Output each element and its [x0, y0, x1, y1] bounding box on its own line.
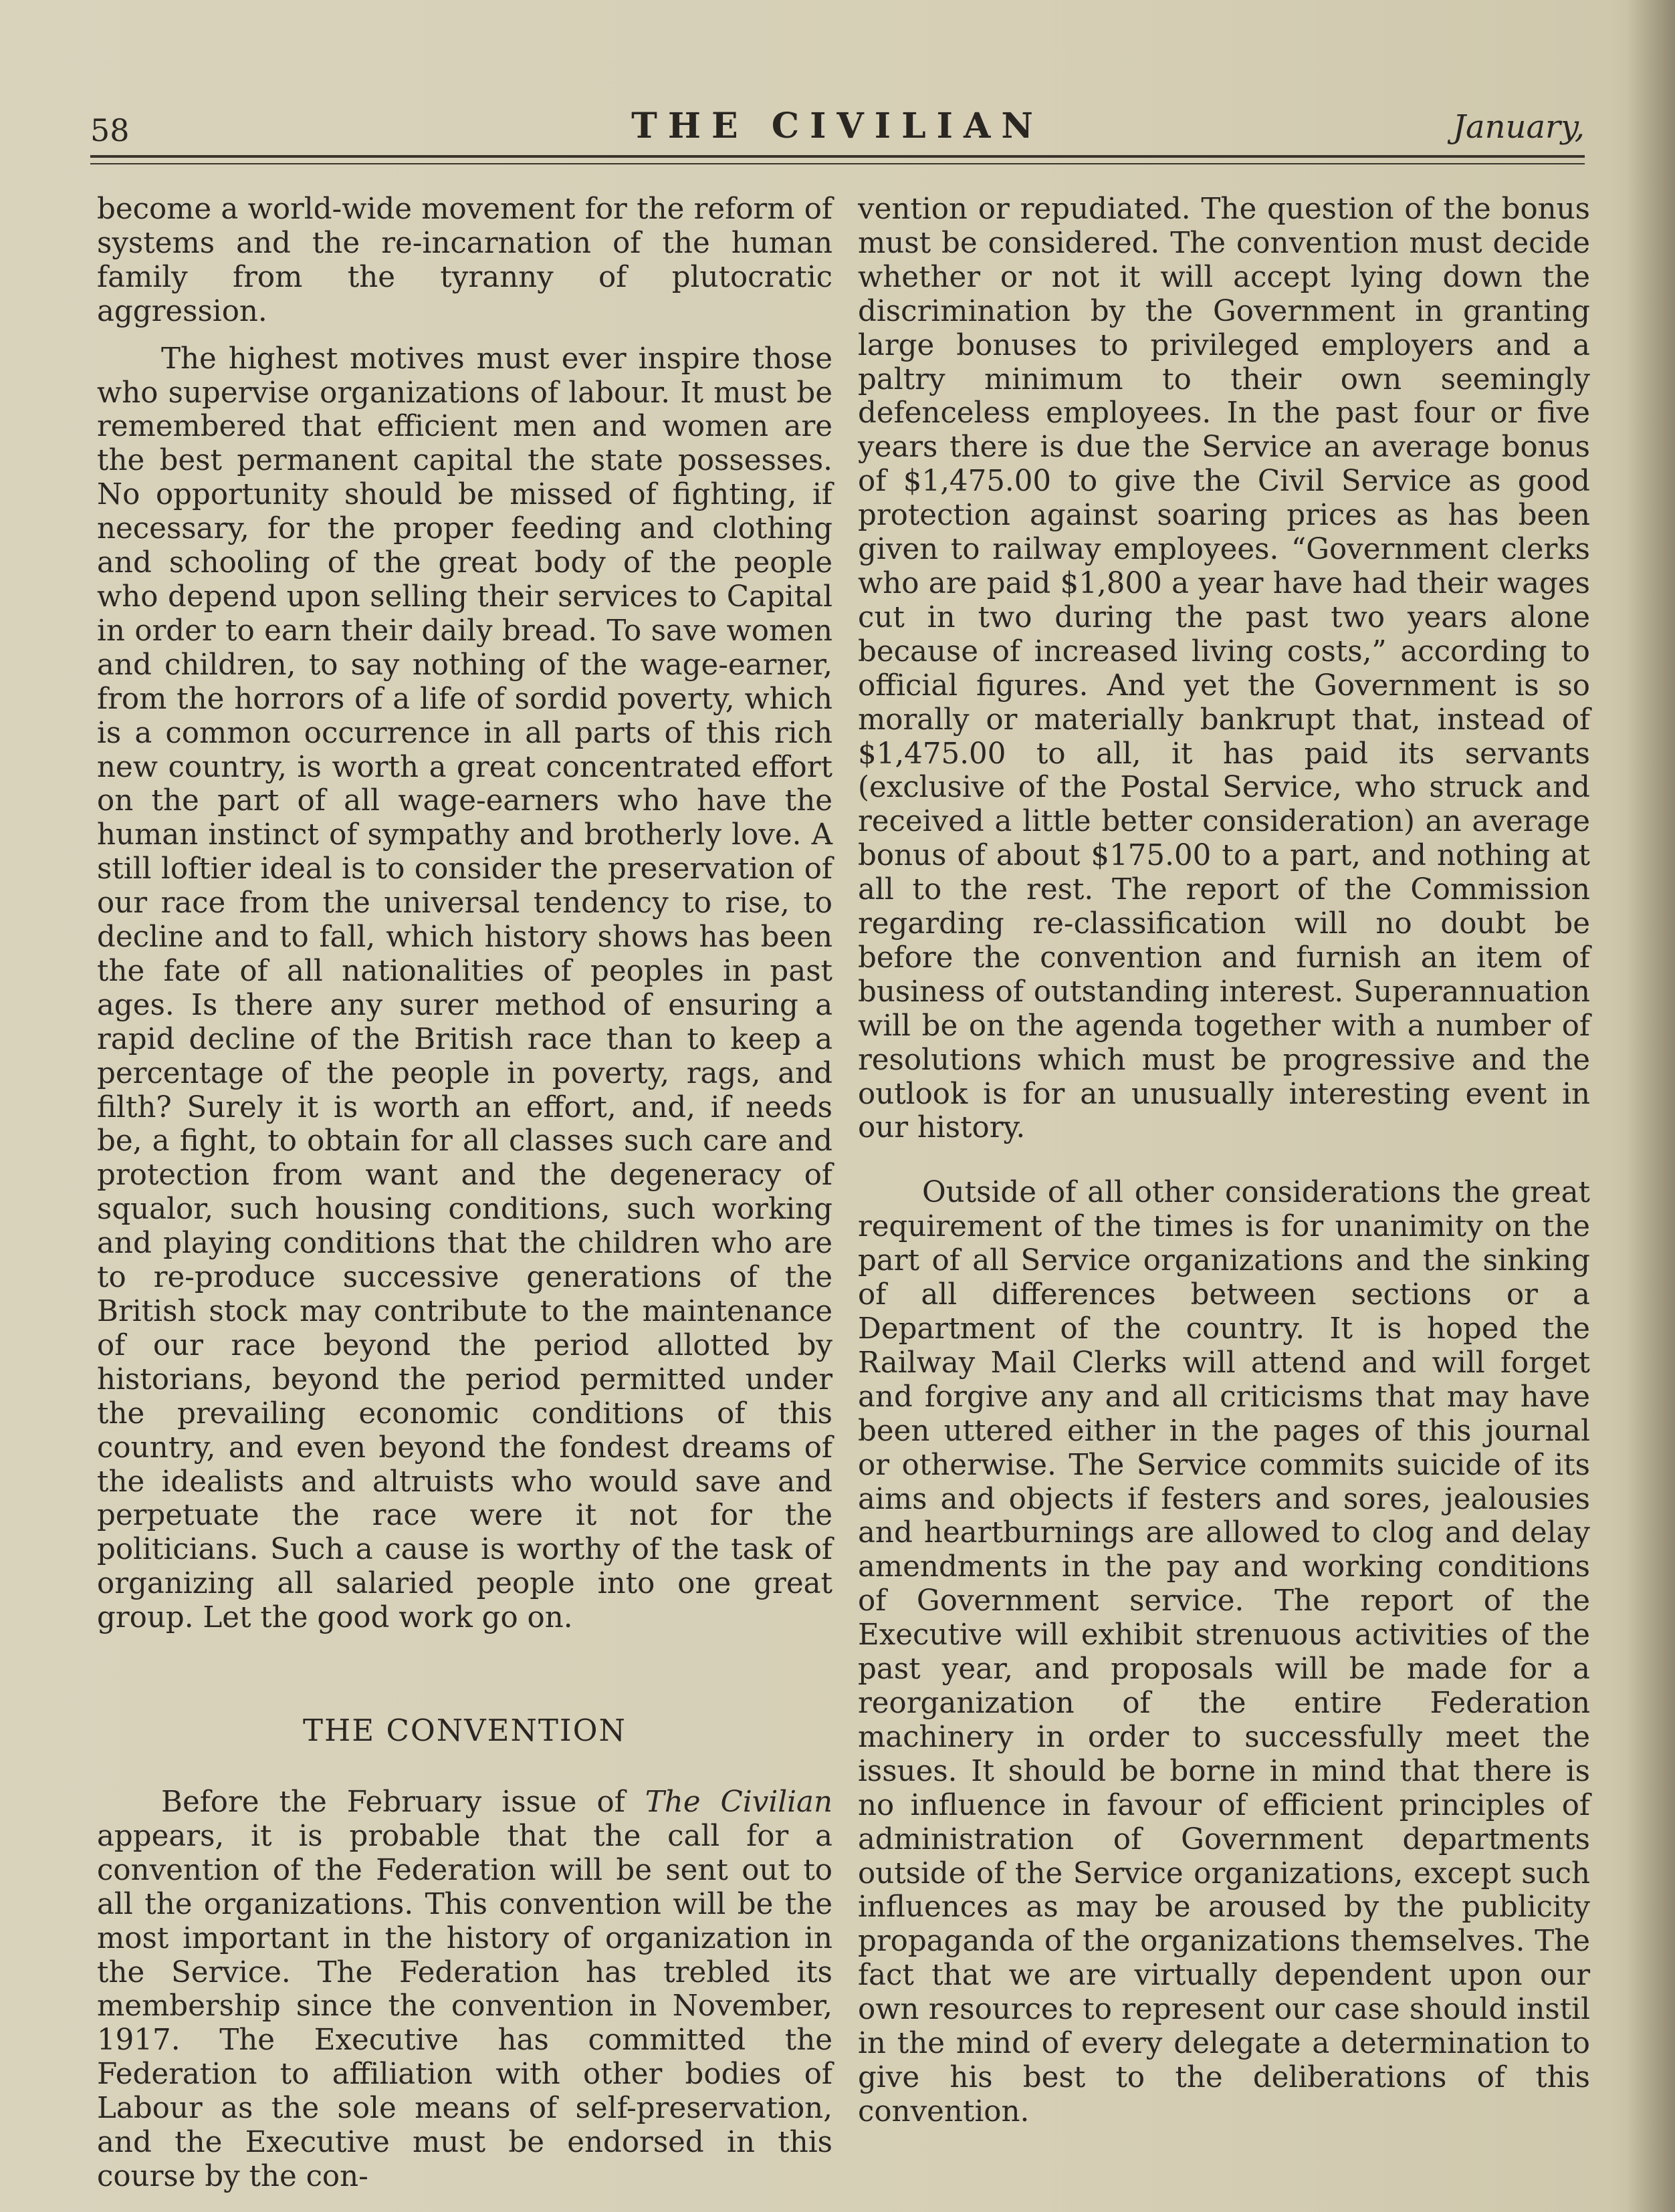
page-number: 58	[90, 112, 130, 148]
text-run: appears, it is probable that the call for a convention of the Federation will be sent out to all the organizations. This convention will be the most important in the history of organization in the Service. The Federation has trebled its membership since the convention in November, 1917. The Executive has committed the Federation to affiliation with other bodies of Labour as the sole means of self-preservation, and the Executive must be endorsed in this course by the con-	[97, 1819, 832, 2193]
section-heading: THE CONVENTION	[303, 1713, 627, 1749]
paragraph: The highest motives must ever inspire those who supervise organizations of labour. It must be remembered that efficient men and women are the best permanent capital the state possesses. No opportunity should be missed of fighting, if necessary, for the proper feeding and clothing and schooling of the great body of the people who depend upon selling their services to Capital in order to earn their daily bread. To save women and children, to say nothing of the wage-earner, from the horrors of a life of sordid poverty, which is a common occurrence in all parts of this rich new country, is worth a great concentrated effort on the part of all wage-earners who have the human instinct of sympathy and brotherly love. A still loftier ideal is to consider the preservation of our race from the universal tendency to rise, to decline and to fall, which history shows has been the fate of all nationalities of peoples in past ages. Is there any surer method of ensuring a rapid decline of the British race than to keep a percentage of the people in poverty, rags, and filth? Surely it is worth an effort, and, if needs be, a fight, to obtain for all classes such care and protection from want and the degeneracy of squalor, such housing conditions, such working and playing conditions that the children who are to re-produce successive generations of the British stock may contribute to the maintenance of our race beyond the period allotted by historians, beyond the period permitted under the prevailing economic conditions of this country, and even beyond the fondest dreams of the idealists and altruists who would save and perpetuate the race were it not for the politicians. Such a cause is worthy of the task of organizing all salaried people into one great group. Let the good work go on.	[97, 342, 832, 1635]
header-rule-thin	[90, 163, 1585, 164]
header-rule-thick	[90, 155, 1585, 158]
text-run: Before the February issue of	[161, 1785, 645, 1819]
paragraph: Outside of all other considerations the great requirement of the times is for unanimity on the part of all Service organizations and the sinking of all differences between sections or a Department of the country. It is hoped the Railway Mail Clerks will attend and will forget and forgive any and all criticisms that may have been uttered either in the pages of this journal or otherwise. The Service commits suicide of its aims and objects if festers and sores, jealousies and heartburnings are allowed to clog and delay amendments in the pay and working conditions of Government service. The report of the Executive will exhibit strenuous activities of the past year, and proposals will be made for a reorganization of the entire Federation machinery in order to successfully meet the issues. It should be borne in mind that there is no influence in favour of efficient principles of administration of Government departments outside of the Service organizations, except such influences as may be aroused by the publicity propaganda of the organizations themselves. The fact that we are virtually dependent upon our own resources to represent our case should instil in the mind of every delegate a determination to give his best to the deliberations of this convention.	[858, 1176, 1590, 2128]
paragraph	[97, 1786, 832, 2194]
right-column	[858, 193, 1590, 2129]
left-column	[97, 193, 832, 2194]
running-header	[90, 100, 1585, 154]
issue-month: January,	[1452, 108, 1585, 146]
page-spine-shadow	[1628, 0, 1675, 2212]
paragraph: vention or repudiated. The question of the bonus must be considered. The convention must decide whether or not it will accept lying down the discrimination by the Government in granting large bonuses to privileged employers and a paltry minimum to their own seemingly defenceless employees. In the past four or five years there is due the Service an average bonus of $1,475.00 to give the Civil Service as good protection against soaring prices as has been given to railway employees. “Government clerks who are paid $1,800 a year have had their wages cut in two during the past two years alone because of increased living costs,” according to official figures. And yet the Government is so morally or materially bankrupt that, instead of $1,475.00 to all, it has paid its servants (exclusive of the Postal Service, who struck and received a little better consideration) an average bonus of about $175.00 to a part, and nothing at all to the rest. The report of the Commission regarding re-classification will no doubt be before the convention and furnish an item of business of outstanding interest. Superannuation will be on the agenda together with a number of resolutions which must be progressive and the outlook is for an unusually interesting event in our history.	[858, 193, 1590, 1145]
paragraph: become a world-wide movement for the reform of systems and the re-incarnation of the human family from the tyranny of plutocratic aggression.	[97, 193, 832, 328]
masthead-title: THE CIVILIAN	[631, 106, 1044, 146]
publication-title: The Civilian	[645, 1785, 833, 1819]
